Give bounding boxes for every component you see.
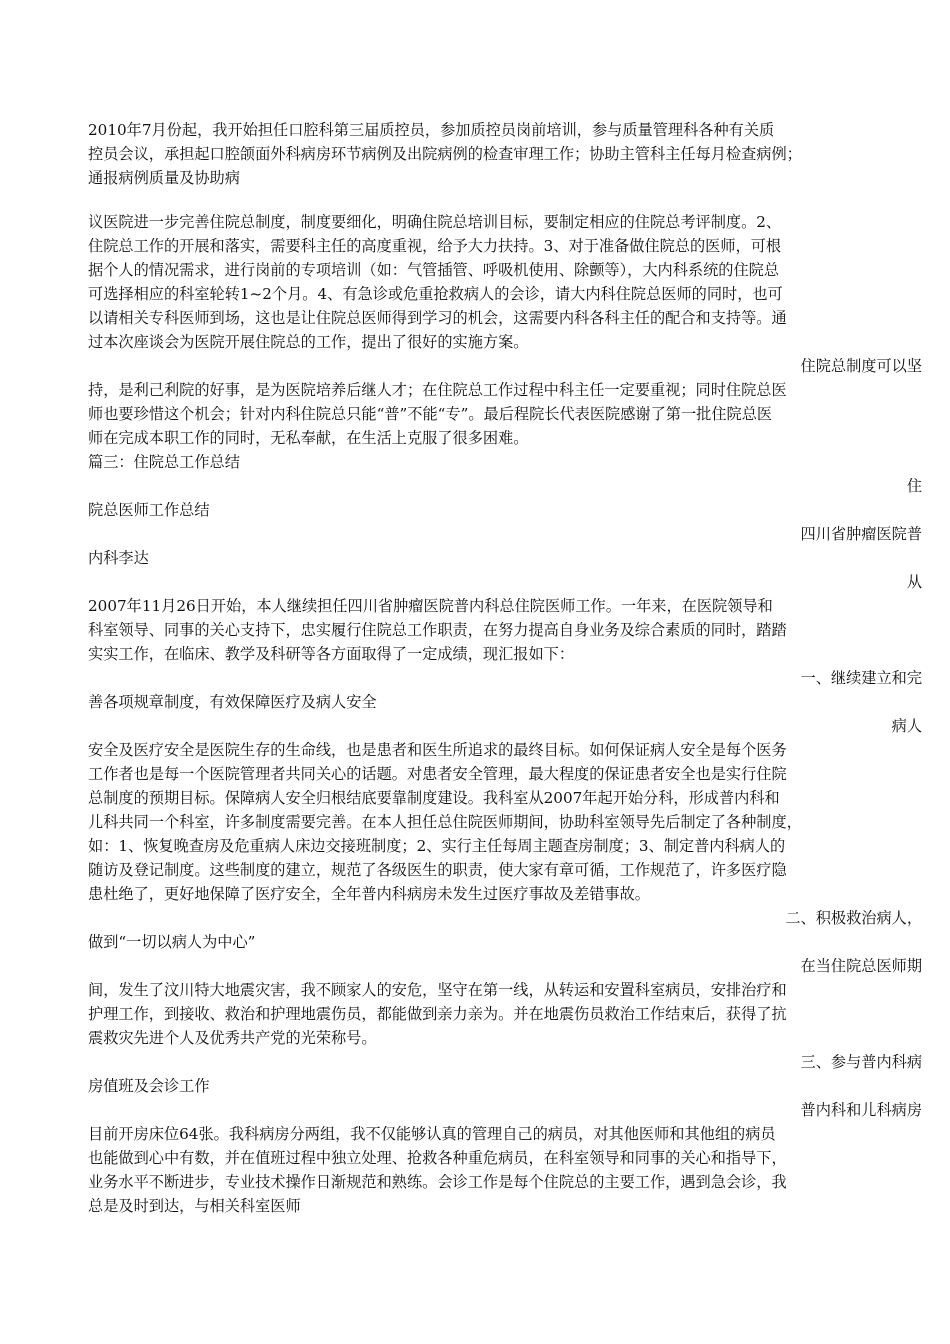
text-line: 以请相关专科医师到场，这也是让住院总医师得到学习的机会，这需要内科各科主任的配合和支持等。通 (88, 309, 787, 327)
subsection-heading: 做到“一切以病人为中心” (88, 933, 256, 951)
blank-line (88, 190, 928, 210)
text-line: 据个人的情况需求，进行岗前的专项培训（如：气管插管、呼吸机使用、除颤等），大内科系统的住院总 (88, 261, 780, 279)
text-line: 议医院进一步完善住院总制度，制度要细化，明确住院总培训目标，要制定相应的住院总考评制度。2、 (88, 213, 782, 231)
section-heading: 篇三：住院总工作总结 (88, 453, 240, 471)
text-line-right: 从 (906, 573, 922, 591)
text-line-right: 一、继续建立和完 (800, 669, 922, 687)
text-line: 患杜绝了，更好地保障了医疗安全，全年普内科病房未发生过医疗事故及差错事故。 (88, 885, 650, 903)
text-line: 安全及医疗安全是医院生存的生命线，也是患者和医生所追求的最终目标。如何保证病人安全是每个医务 (88, 741, 787, 759)
text-line-right: 普内科和儿科病房 (800, 1101, 922, 1119)
text-line: 如：1、恢复晚查房及危重病人床边交接班制度；2、实行主任每周主题查房制度；3、制定普内科病人的 (88, 837, 786, 855)
text-line: 目前开房床位64张。我科病房分两组，我不仅能够认真的管理自己的病员，对其他医师和其他组的病员 (88, 1125, 776, 1143)
text-line-right: 在当住院总医师期 (800, 957, 922, 975)
text-line: 通报病例质量及协助病 (88, 169, 240, 187)
author-line: 内科李达 (88, 549, 149, 567)
document-body (88, 118, 928, 1218)
text-line-right: 四川省肿瘤医院普 (800, 525, 922, 543)
text-line-right: 住院总制度可以坚 (800, 357, 922, 375)
text-line: 2007年11月26日开始，本人继续担任四川省肿瘤医院普内科总住院医师工作。一年来，在医院领导和 (88, 597, 773, 615)
text-line-right: 二、积极救治病人， (785, 909, 922, 927)
text-line: 震救灾先进个人及优秀共产党的光荣称号。 (88, 1029, 377, 1047)
text-line: 随访及登记制度。这些制度的建立，规范了各级医生的职责，使大家有章可循，工作规范了，许多医疗隐 (88, 861, 787, 879)
text-line: 2010年7月份起，我开始担任口腔科第三届质控员，参加质控员岗前培训，参与质量管理科各种有关质 (88, 121, 775, 139)
text-line: 总制度的预期目标。保障病人安全归根结底要靠制度建设。我科室从2007年起开始分科，形成普内科和 (88, 789, 780, 807)
text-line: 也能做到心中有数，并在值班过程中独立处理、抢救各种重危病员，在科室领导和同事的关心和指导下， (88, 1149, 787, 1167)
text-line: 师在完成本职工作的同时，无私奉献，在生活上克服了很多困难。 (88, 429, 529, 447)
text-line: 师也要珍惜这个机会；针对内科住院总只能“普”不能“专”。最后程院长代表医院感谢了第一批住院总医 (88, 405, 773, 423)
text-line: 护理工作，到接收、救治和护理地震伤员，都能做到亲力亲为。并在地震伤员救治工作结束后，获得了抗 (88, 1005, 787, 1023)
text-line: 工作者也是每一个医院管理者共同关心的话题。对患者安全管理，最大程度的保证患者安全也是实行住院 (88, 765, 787, 783)
subsection-heading: 房值班及会诊工作 (88, 1077, 210, 1095)
text-line-right: 住 (906, 477, 922, 495)
report-title: 院总医师工作总结 (88, 501, 210, 519)
text-line-right: 病人 (891, 717, 922, 735)
subsection-heading: 善各项规章制度，有效保障医疗及病人安全 (88, 693, 377, 711)
text-line: 总是及时到达，与相关科室医师 (88, 1197, 301, 1215)
text-line: 控员会议，承担起口腔颌面外科病房环节病例及出院病例的检查审理工作；协助主管科主任每月检查病例； (88, 145, 802, 163)
text-line: 间，发生了汶川特大地震灾害，我不顾家人的安危，坚守在第一线，从转运和安置科室病员，安排治疗和 (88, 981, 787, 999)
text-line: 过本次座谈会为医院开展住院总的工作，提出了很好的实施方案。 (88, 333, 529, 351)
text-line: 科室领导、同事的关心支持下，忠实履行住院总工作职责，在努力提高自身业务及综合素质的同时，踏踏 (88, 621, 787, 639)
text-line: 住院总工作的开展和落实，需要科主任的高度重视，给予大力扶持。3、对于准备做住院总的医师，可根 (88, 237, 782, 255)
text-line-right: 三、参与普内科病 (800, 1053, 922, 1071)
text-line: 儿科共同一个科室，许多制度需要完善。在本人担任总住院医师期间，协助科室领导先后制定了各种制度， (88, 813, 802, 831)
text-line: 可选择相应的科室轮转1~2个月。4、有急诊或危重抢救病人的会诊，请大内科住院总医师的同时，也可 (88, 285, 783, 303)
text-line: 实实工作，在临床、教学及科研等各方面取得了一定成绩，现汇报如下： (88, 645, 574, 663)
text-line: 持，是利己利院的好事，是为医院培养后继人才；在住院总工作过程中科主任一定要重视；同时住院总医 (88, 381, 787, 399)
text-line: 业务水平不断进步，专业技术操作日渐规范和熟练。会诊工作是每个住院总的主要工作，遇到急会诊，我 (88, 1173, 787, 1191)
